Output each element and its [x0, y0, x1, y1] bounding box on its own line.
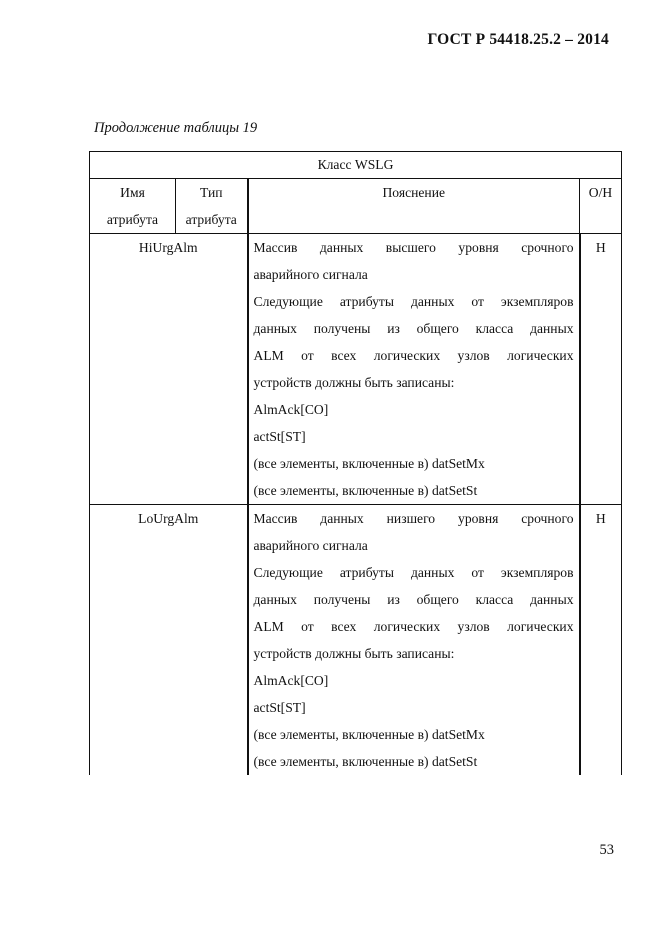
attribute-table-grid — [89, 151, 622, 775]
attribute-mo: Н — [580, 234, 622, 505]
attribute-mo: Н — [580, 505, 622, 776]
explanation-line: ALM от всех логических узлов логических — [253, 348, 574, 363]
attribute-table — [89, 151, 621, 775]
column-header-name-line1: Имя — [120, 185, 145, 200]
explanation-line: данных получены из общего класса данных — [253, 592, 574, 607]
column-header-mo: О/Н — [580, 179, 622, 234]
explanation-line: ALM от всех логических узлов логических — [253, 619, 574, 634]
explanation-line: actSt[ST] — [253, 429, 306, 444]
class-title-row — [90, 152, 622, 179]
explanation-line: устройств должны быть записаны: — [253, 375, 455, 390]
attribute-explanation — [248, 234, 580, 505]
class-title: Класс WSLG — [90, 152, 622, 179]
table-caption: Продолжение таблицы 19 — [94, 120, 258, 136]
explanation-line: Массив данных низшего уровня срочного — [253, 511, 574, 526]
explanation-line: данных получены из общего класса данных — [253, 321, 574, 336]
column-header-type-line2: атрибута — [185, 212, 237, 227]
column-header-type-line1: Тип — [199, 185, 223, 200]
attribute-explanation — [248, 505, 580, 776]
column-header-type — [176, 179, 248, 234]
explanation-line: (все элементы, включенные в) datSetMx — [253, 727, 485, 742]
page-number: 53 — [599, 842, 614, 858]
table-row — [90, 234, 622, 505]
table-row — [90, 505, 622, 776]
document-header: ГОСТ Р 54418.25.2 – 2014 — [427, 31, 609, 48]
column-header-row — [90, 179, 622, 234]
attribute-name: LoUrgAlm — [90, 505, 248, 776]
explanation-line: AlmAck[CO] — [253, 402, 329, 417]
column-header-name — [90, 179, 176, 234]
explanation-line: аварийного сигнала — [253, 538, 368, 553]
explanation-line: (все элементы, включенные в) datSetSt — [253, 483, 478, 498]
column-header-name-line2: атрибута — [106, 212, 159, 227]
explanation-line: (все элементы, включенные в) datSetMx — [253, 456, 485, 471]
explanation-line: Следующие атрибуты данных от экземпляров — [253, 565, 574, 580]
column-header-explanation: Пояснение — [248, 179, 580, 234]
explanation-line: Следующие атрибуты данных от экземпляров — [253, 294, 574, 309]
attribute-name: HiUrgAlm — [90, 234, 248, 505]
explanation-line: actSt[ST] — [253, 700, 306, 715]
explanation-line: (все элементы, включенные в) datSetSt — [253, 754, 478, 769]
explanation-line: AlmAck[CO] — [253, 673, 329, 688]
explanation-line: Массив данных высшего уровня срочного — [253, 240, 574, 255]
explanation-line: устройств должны быть записаны: — [253, 646, 455, 661]
explanation-line: аварийного сигнала — [253, 267, 368, 282]
